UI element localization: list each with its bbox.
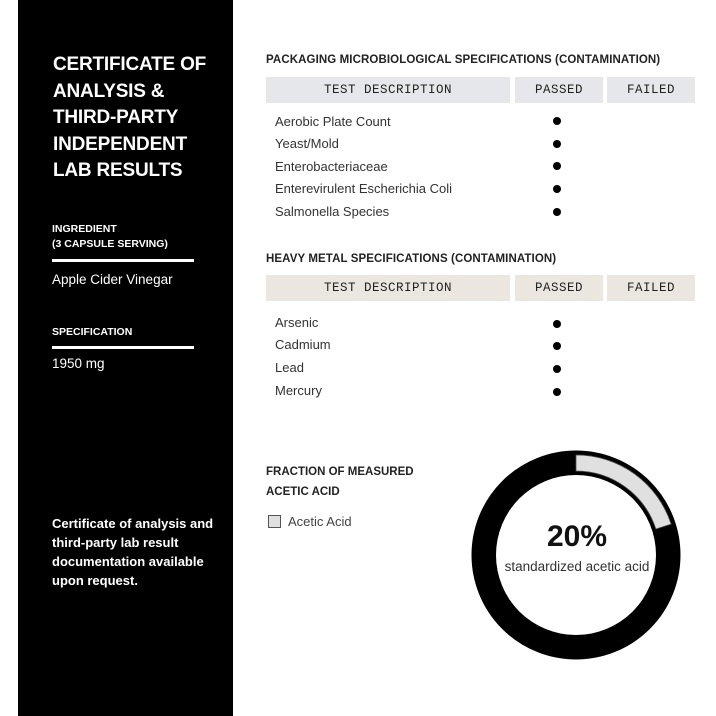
sidebar xyxy=(18,0,233,716)
micro-header-description: TEST DESCRIPTION xyxy=(266,77,510,103)
table-row: Mercury xyxy=(275,383,322,398)
table-row: Cadmium xyxy=(275,337,331,352)
table-row: Arsenic xyxy=(275,315,319,330)
micro-section-title: PACKAGING MICROBIOLOGICAL SPECIFICATIONS (CONTAMINATION) xyxy=(266,54,661,66)
donut-hole xyxy=(496,475,656,635)
legend-label: Acetic Acid xyxy=(288,514,352,529)
passed-dot xyxy=(553,342,561,350)
passed-dot xyxy=(553,365,561,373)
ingredient-serving-text: (3 CAPSULE SERVING) xyxy=(52,238,168,250)
metal-header-description: TEST DESCRIPTION xyxy=(266,275,510,301)
passed-dot xyxy=(553,140,561,148)
legend xyxy=(268,514,352,529)
passed-dot xyxy=(553,162,561,170)
percent-value: 20% xyxy=(546,520,608,553)
ingredient-label xyxy=(52,222,168,252)
page-title: CERTIFICATE OF ANALYSIS & THIRD-PARTY INDEPENDENT LAB RESULTS xyxy=(53,54,207,181)
passed-dot xyxy=(553,117,561,125)
micro-header-passed: PASSED xyxy=(515,77,603,103)
table-row: Lead xyxy=(275,360,304,375)
passed-dot xyxy=(553,320,561,328)
metal-header-failed: FAILED xyxy=(607,275,695,301)
table-row: Enterobacteriaceae xyxy=(275,159,388,174)
percent-caption: standardized acetic acid xyxy=(504,559,650,574)
divider xyxy=(52,259,194,262)
ingredient-label-text: INGREDIENT xyxy=(52,223,117,235)
table-row: Aerobic Plate Count xyxy=(275,114,391,129)
metal-header-passed: PASSED xyxy=(515,275,603,301)
divider xyxy=(52,346,194,349)
ingredient-value: Apple Cider Vinegar xyxy=(52,272,173,287)
metal-section-title: HEAVY METAL SPECIFICATIONS (CONTAMINATION) xyxy=(266,253,557,265)
acetic-acid-donut-chart xyxy=(471,450,681,660)
passed-dot xyxy=(553,388,561,396)
fraction-title: FRACTION OF MEASURED ACETIC ACID xyxy=(266,466,414,498)
micro-header-failed: FAILED xyxy=(607,77,695,103)
documentation-note: Certificate of analysis and third-party lab result documentation available upon request. xyxy=(52,516,214,588)
table-row: Yeast/Mold xyxy=(275,136,339,151)
specification-label: SPECIFICATION xyxy=(52,326,133,338)
table-row: Salmonella Species xyxy=(275,204,390,219)
passed-dot xyxy=(553,208,561,216)
specification-value: 1950 mg xyxy=(52,356,105,371)
passed-dot xyxy=(553,185,561,193)
table-row: Enterevirulent Escherichia Coli xyxy=(275,181,453,196)
legend-swatch xyxy=(268,515,281,528)
